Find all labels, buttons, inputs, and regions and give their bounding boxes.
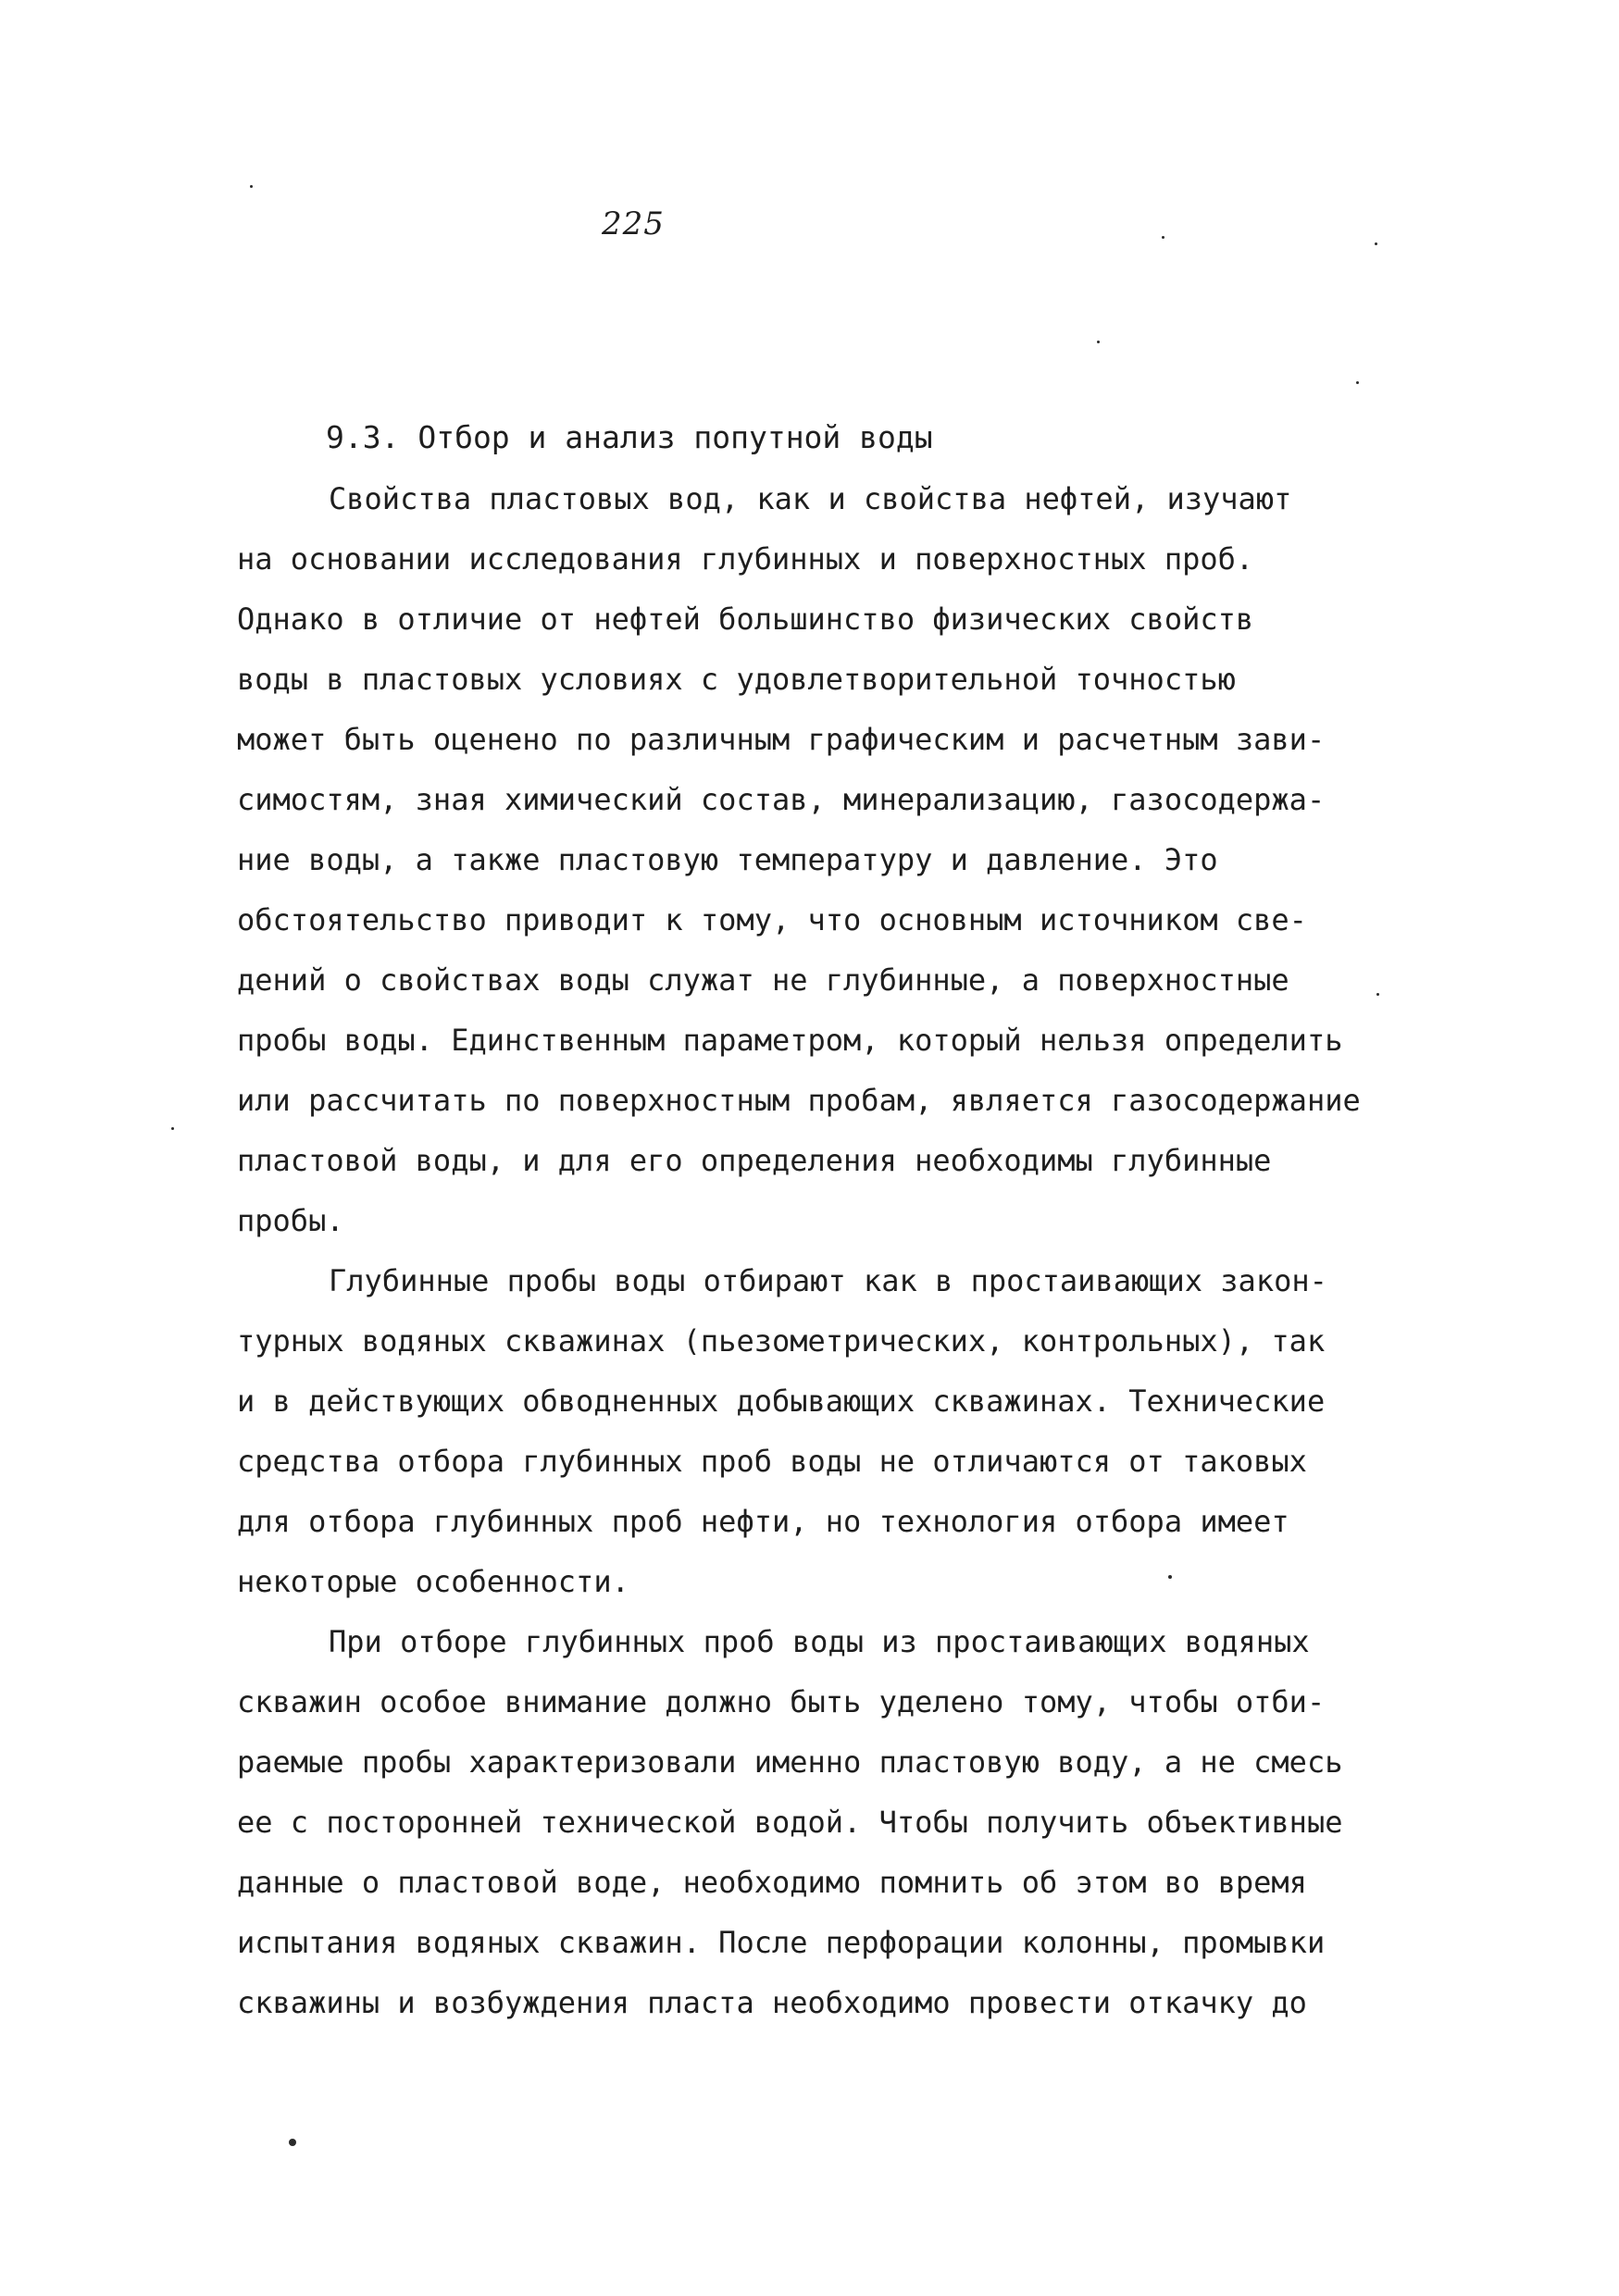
scan-speck	[1376, 993, 1379, 996]
paragraph-2-line: для отбора глубинных проб нефти, но технология отбора имеет	[237, 1504, 1289, 1539]
paragraph-2-line: некоторые особенности.	[237, 1564, 629, 1599]
scan-speck	[1356, 381, 1359, 384]
scan-speck	[171, 1127, 174, 1130]
paragraph-3-line: скважин особое внимание должно быть уделено тому, чтобы отби-	[237, 1684, 1326, 1719]
paragraph-1-line: ние воды, а также пластовую температуру и давление. Это	[237, 842, 1218, 877]
paragraph-3-line: ее с посторонней технической водой. Чтобы получить объективные	[237, 1805, 1343, 1840]
paragraph-1-line: или рассчитать по поверхностным пробам, является газосодержание	[237, 1083, 1361, 1118]
paragraph-1-line: пробы.	[237, 1203, 344, 1238]
paragraph-1-line: может быть оценено по различным графическим и расчетным зави-	[237, 722, 1326, 757]
paragraph-3-line: испытания водяных скважин. После перфорации колонны, промывки	[237, 1925, 1326, 1960]
paragraph-1-line: дений о свойствах воды служат не глубинные, а поверхностные	[237, 962, 1289, 998]
paragraph-3-line: раемые пробы характеризовали именно пластовую воду, а не смесь	[237, 1744, 1343, 1780]
paragraph-2-line: средства отбора глубинных проб воды не отличаются от таковых	[237, 1444, 1307, 1479]
paragraph-1-line: Однако в отличие от нефтей большинство физических свойств	[237, 602, 1254, 637]
scan-speck	[1162, 236, 1164, 239]
paragraph-1-line: пробы воды. Единственным параметром, который нельзя определить	[237, 1023, 1343, 1058]
scan-speck	[250, 185, 253, 188]
paragraph-3-line: При отборе глубинных проб воды из простаивающих водяных	[329, 1624, 1310, 1659]
paragraph-3-line: данные о пластовой воде, необходимо помнить об этом во время	[237, 1865, 1307, 1900]
paragraph-1-line: на основании исследования глубинных и поверхностных проб.	[237, 541, 1254, 577]
paragraph-2-line: турных водяных скважинах (пьезометрических, контрольных), так	[237, 1323, 1326, 1359]
scan-speck	[1375, 242, 1377, 245]
page-number: 225	[602, 205, 665, 242]
section-heading: 9.3. Отбор и анализ попутной воды	[326, 419, 933, 455]
paragraph-2-line: и в действующих обводненных добывающих скважинах. Технические	[237, 1384, 1326, 1419]
scan-speck	[1097, 341, 1100, 343]
paragraph-1-line: обстоятельство приводит к тому, что основным источником све-	[237, 902, 1307, 937]
paragraph-1-line: пластовой воды, и для его определения необходимы глубинные	[237, 1143, 1272, 1178]
paragraph-3-line: скважины и возбуждения пласта необходимо провести откачку до	[237, 1985, 1307, 2020]
paragraph-2-line: Глубинные пробы воды отбирают как в простаивающих закон-	[329, 1263, 1327, 1298]
paragraph-1-line: симостям, зная химический состав, минерализацию, газосодержа-	[237, 782, 1326, 817]
scan-speck	[289, 2139, 296, 2146]
scan-speck	[1168, 1575, 1172, 1579]
paragraph-1-line: Свойства пластовых вод, как и свойства нефтей, изучают	[329, 481, 1292, 516]
paragraph-1-line: воды в пластовых условиях с удовлетворительной точностью	[237, 662, 1236, 697]
